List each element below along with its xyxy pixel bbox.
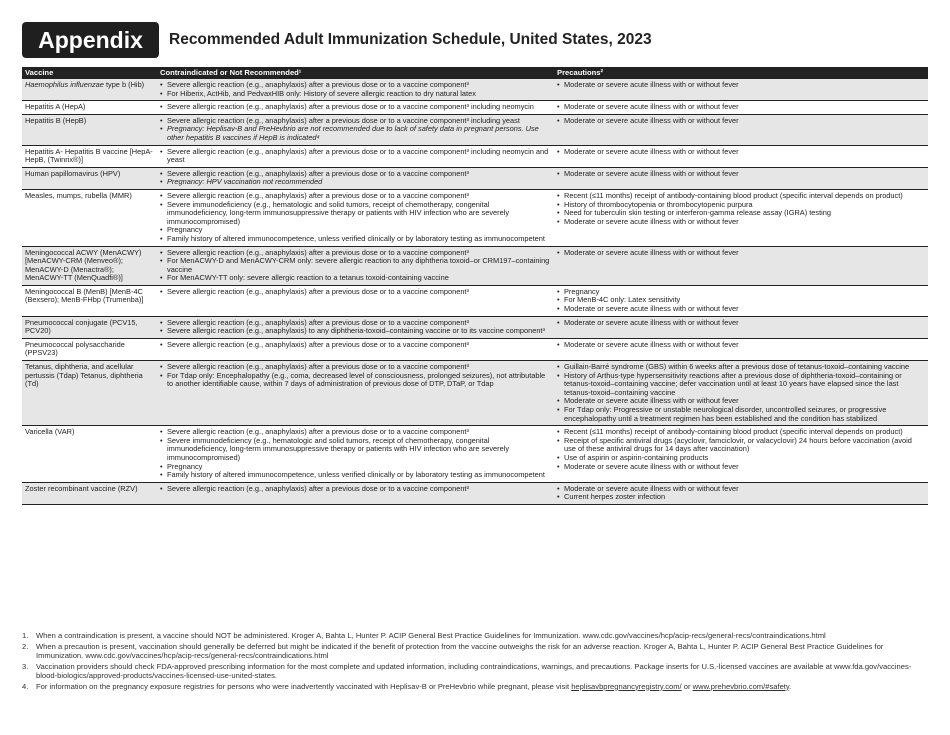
appendix-tab: Appendix [22, 22, 159, 58]
vaccine-cell [22, 167, 157, 189]
vaccine-cell [22, 79, 157, 101]
contraindication-item: • Severe allergic reaction (e.g., anaphylaxis) after a previous dose or to a vaccine component³ [160, 170, 551, 179]
contraindication-item: • Severe allergic reaction (e.g., anaphylaxis) after a previous dose or to a vaccine component³ [160, 428, 551, 437]
contraindications-cell [157, 79, 554, 101]
contraindication-item: • Pregnancy [160, 463, 551, 472]
footnote [22, 662, 928, 680]
precautions-list [557, 192, 925, 226]
contraindications-list [160, 170, 551, 187]
contraindications-cell [157, 101, 554, 115]
contraindications-cell [157, 426, 554, 483]
table-row [22, 285, 928, 316]
precautions-list [557, 170, 925, 179]
vaccine-cell [22, 285, 157, 316]
precaution-item: • Use of aspirin or aspirin-containing products [557, 454, 925, 463]
contraindication-item: • Severe allergic reaction (e.g., anaphylaxis) after a previous dose or to a vaccine component³ [160, 363, 551, 372]
vaccine-cell [22, 246, 157, 285]
precaution-item: • Moderate or severe acute illness with or without fever [557, 148, 925, 157]
vaccine-name: Hepatitis A- Hepatitis B vaccine [HepA-HepB, (Twinrix®)] [25, 146, 153, 165]
precautions-cell [554, 338, 928, 360]
vaccine-cell [22, 101, 157, 115]
footnote-text-end: . [789, 681, 792, 691]
contraindication-item: • For MenACWY-D and MenACWY-CRM only: severe allergic reaction to any diphtheria toxoid–or CRM197–containing vaccine [160, 257, 551, 274]
table-row [22, 167, 928, 189]
precautions-list [557, 341, 925, 350]
contraindication-item: • Severe allergic reaction (e.g., anaphylaxis) after a previous dose or to a vaccine component³ [160, 485, 551, 494]
contraindications-list [160, 117, 551, 143]
column-header-precautions: Precautions² [554, 67, 928, 79]
footnote [22, 631, 928, 640]
contraindications-list [160, 81, 551, 98]
contraindications-list [160, 428, 551, 480]
contraindications-cell [157, 246, 554, 285]
vaccine-cell [22, 482, 157, 504]
contraindication-item: • Family history of altered immunocompetence, unless verified clinically or by laboratory testing as immunocompetent [160, 235, 551, 244]
contraindication-item: • Severe allergic reaction (e.g., anaphylaxis) after a previous dose or to a vaccine component³ [160, 341, 551, 350]
footnote-text: When a contraindication is present, a vaccine should NOT be administered. Kroger A, Bahta L, Hunter P. ACIP General Best Practice Guidelines for Immunization. www.cdc.gov/vaccines/hcp/acip-recs/general-recs/contraindications.html [36, 631, 826, 640]
contraindications-cell [157, 114, 554, 145]
footnote-text-mid: or [681, 681, 693, 691]
vaccine-cell [22, 338, 157, 360]
precaution-item: • Moderate or severe acute illness with or without fever [557, 305, 925, 314]
page-title: Recommended Adult Immunization Schedule, United States, 2023 [169, 31, 652, 48]
prehevbrio-link[interactable]: www.prehevbrio.com/#safety [692, 681, 790, 691]
precautions-list [557, 319, 925, 328]
precaution-item: • Current herpes zoster infection [557, 493, 925, 502]
vaccine-name: Pneumococcal polysaccharide (PPSV23) [25, 339, 125, 358]
registry-link[interactable]: heplisavbpregnancyregistry.com/ [571, 681, 682, 691]
contraindication-item: • Severe immunodeficiency (e.g., hematologic and solid tumors, receipt of chemotherapy, congenital immunodeficiency, long-term immunosuppressive therapy or patients with HIV infection who are severely immunocompromised) [160, 201, 551, 227]
precaution-item: • Moderate or severe acute illness with or without fever [557, 249, 925, 258]
footnote-number: 1. [22, 631, 29, 640]
vaccine-cell [22, 361, 157, 426]
contraindications-cell [157, 189, 554, 246]
vaccine-name: Varicella (VAR) [25, 427, 75, 437]
contraindication-item: • Pregnancy [160, 226, 551, 235]
table-row [22, 338, 928, 360]
precautions-cell [554, 145, 928, 167]
table-row [22, 114, 928, 145]
contraindication-item: • Severe allergic reaction (e.g., anaphylaxis) after a previous dose or to a vaccine component³ [160, 249, 551, 258]
precaution-item: • Moderate or severe acute illness with or without fever [557, 485, 925, 494]
column-header-vaccine: Vaccine [22, 67, 157, 79]
contraindication-item: • Family history of altered immunocompetence, unless verified clinically or by laboratory testing as immunocompetent [160, 471, 551, 480]
precaution-item: • Moderate or severe acute illness with or without fever [557, 341, 925, 350]
contraindications-cell [157, 482, 554, 504]
precautions-cell [554, 101, 928, 115]
vaccine-cell [22, 316, 157, 338]
contraindications-cell [157, 338, 554, 360]
precautions-list [557, 148, 925, 157]
contraindications-list [160, 249, 551, 283]
precaution-item: • Pregnancy [557, 288, 925, 297]
precaution-item: • For MenB-4C only: Latex sensitivity [557, 296, 925, 305]
precaution-item: • Moderate or severe acute illness with or without fever [557, 117, 925, 126]
vaccine-cell [22, 114, 157, 145]
contraindication-item: • Severe allergic reaction (e.g., anaphylaxis) after a previous dose or to a vaccine component³ [160, 192, 551, 201]
vaccine-cell [22, 426, 157, 483]
contraindication-item: • Severe allergic reaction (e.g., anaphylaxis) after a previous dose or to a vaccine component³ including yeast [160, 117, 551, 126]
footnote-number: 4. [22, 681, 29, 691]
precautions-cell [554, 114, 928, 145]
table-row [22, 246, 928, 285]
precautions-list [557, 363, 925, 423]
footnote-text: For information on the pregnancy exposure registries for persons who were inadvertently vaccinated with Heplisav-B or PreHevbrio while pregnant, please visit [36, 681, 572, 691]
contraindications-list [160, 485, 551, 494]
precautions-cell [554, 79, 928, 101]
precautions-cell [554, 361, 928, 426]
precautions-cell [554, 426, 928, 483]
footnotes [22, 631, 928, 692]
precautions-cell [554, 246, 928, 285]
column-header-contraindicated: Contraindicated or Not Recommended¹ [157, 67, 554, 79]
precaution-item: • Moderate or severe acute illness with or without fever [557, 319, 925, 328]
contraindications-list [160, 148, 551, 165]
table-header-row [22, 67, 928, 79]
vaccine-name: Hepatitis B (HepB) [25, 115, 87, 125]
precaution-item: • Moderate or severe acute illness with or without fever [557, 81, 925, 90]
contraindication-item: • Severe immunodeficiency (e.g., hematologic and solid tumors, receipt of chemotherapy, congenital immunodeficiency, long-term immunosuppressive therapy or patients with HIV infection who are severely immunocompromised) [160, 437, 551, 463]
contraindications-list [160, 363, 551, 389]
precaution-item: • Recent (≤11 months) receipt of antibody-containing blood product (specific interval depends on product) [557, 428, 925, 437]
vaccine-name: Meningococcal ACWY (MenACWY) [MenACWY-CRM (Menveo®); MenACWY-D (Menactra®); MenACWY-TT (MenQuadfi®)] [25, 247, 142, 283]
table-row [22, 79, 928, 101]
contraindication-item: • Severe allergic reaction (e.g., anaphylaxis) after a previous dose or to a vaccine component³ including neomycin and yeast [160, 148, 551, 165]
contraindications-cell [157, 285, 554, 316]
footnote [22, 642, 928, 660]
precaution-item: • Moderate or severe acute illness with or without fever [557, 103, 925, 112]
contraindication-item: • Severe allergic reaction (e.g., anaphylaxis) after a previous dose or to a vaccine component³ [160, 81, 551, 90]
table-row [22, 426, 928, 483]
precaution-item: • Recent (≤11 months) receipt of antibody-containing blood product (specific interval depends on product) [557, 192, 925, 201]
footnote-text: When a precaution is present, vaccination should generally be deferred but might be indicated if the benefit of protection from the vaccine outweighs the risk for an adverse reaction. Kroger A, Bahta L, Hunter P. ACIP General Best Practice Guidelines for Immunization. www.cdc.gov/vaccines/hcp/acip-recs/general-recs/contraindications.html [36, 641, 884, 660]
table-row [22, 482, 928, 504]
contraindications-cell [157, 361, 554, 426]
vaccine-cell [22, 189, 157, 246]
vaccine-name: Pneumococcal conjugate (PCV15, PCV20) [25, 317, 138, 336]
contraindications-cell [157, 145, 554, 167]
contraindications-cell [157, 316, 554, 338]
table-row [22, 145, 928, 167]
contraindication-item: • For MenACWY-TT only: severe allergic reaction to a tetanus toxoid-containing vaccine [160, 274, 551, 283]
precautions-cell [554, 316, 928, 338]
precautions-list [557, 485, 925, 502]
vaccine-name: Hepatitis A (HepA) [25, 102, 86, 112]
header [22, 22, 928, 58]
precautions-cell [554, 482, 928, 504]
precautions-list [557, 81, 925, 90]
precaution-item: • History of thrombocytopenia or thrombocytopenic purpura [557, 201, 925, 210]
precautions-cell [554, 285, 928, 316]
footnote-number: 3. [22, 661, 29, 671]
table-row [22, 316, 928, 338]
table-row [22, 189, 928, 246]
contraindication-item: • Severe allergic reaction (e.g., anaphylaxis) after a previous dose or to a vaccine component³ [160, 319, 551, 328]
contraindications-list [160, 319, 551, 336]
vaccine-name: Meningococcal B (MenB) [MenB-4C (Bexsero); MenB-FHbp (Trumenba)] [25, 286, 144, 305]
contraindications-table [22, 67, 928, 505]
precaution-item: • For Tdap only: Progressive or unstable neurological disorder, uncontrolled seizures, or progressive encephalopathy until a treatment regimen has been established and the condition has stabilized [557, 406, 925, 423]
precautions-list [557, 249, 925, 258]
vaccine-name: type b (Hib) [103, 80, 145, 89]
contraindications-cell [157, 167, 554, 189]
precautions-list [557, 103, 925, 112]
vaccine-name-italic: Haemophilus influenzae [25, 80, 104, 89]
precaution-item: • Receipt of specific antiviral drugs (acyclovir, famciclovir, or valacyclovir) 24 hours before vaccination (avoid use of these antiviral drugs for 14 days after vaccination) [557, 437, 925, 454]
contraindications-list [160, 103, 551, 112]
precautions-list [557, 117, 925, 126]
contraindication-item: • Pregnancy: Heplisav-B and PreHevbrio are not recommended due to lack of safety data in pregnant persons. Use other hepatitis B vaccines if HepB is indicated⁴ [160, 125, 551, 142]
contraindications-list [160, 192, 551, 244]
table-row [22, 101, 928, 115]
contraindication-item: • For Tdap only: Encephalopathy (e.g., coma, decreased level of consciousness, prolonged seizures), not attributable to another identifiable cause, within 7 days of administration of previous dose of DTP, DTaP, or Tdap [160, 372, 551, 389]
precautions-list [557, 288, 925, 314]
precaution-item: • Guillain-Barré syndrome (GBS) within 6 weeks after a previous dose of tetanus-toxoid–containing vaccine [557, 363, 925, 372]
precaution-item: • Need for tuberculin skin testing or interferon-gamma release assay (IGRA) testing [557, 209, 925, 218]
contraindications-list [160, 288, 551, 297]
table-row [22, 361, 928, 426]
contraindication-item: • Pregnancy: HPV vaccination not recommended [160, 178, 551, 187]
precautions-list [557, 428, 925, 471]
footnote [22, 682, 928, 691]
precaution-item: • Moderate or severe acute illness with or without fever [557, 397, 925, 406]
precautions-cell [554, 167, 928, 189]
precaution-item: • Moderate or severe acute illness with or without fever [557, 463, 925, 472]
precautions-cell [554, 189, 928, 246]
vaccine-cell [22, 145, 157, 167]
vaccine-name: Tetanus, diphtheria, and acellular pertussis (Tdap) Tetanus, diphtheria (Td) [25, 362, 143, 389]
footnote-number: 2. [22, 641, 29, 651]
contraindication-item: • Severe allergic reaction (e.g., anaphylaxis) after a previous dose or to a vaccine component³ including neomycin [160, 103, 551, 112]
vaccine-name: Zoster recombinant vaccine (RZV) [25, 483, 138, 493]
vaccine-name: Measles, mumps, rubella (MMR) [25, 190, 132, 200]
precaution-item: • History of Arthus-type hypersensitivity reactions after a previous dose of diphtheria-toxoid–containing or tetanus-toxoid–containing vaccine; defer vaccination until at least 10 years have elapsed since the last tetanus-toxoid–containing vaccine [557, 372, 925, 398]
contraindication-item: • Severe allergic reaction (e.g., anaphylaxis) after a previous dose or to a vaccine component³ [160, 288, 551, 297]
footnote-text: Vaccination providers should check FDA-approved prescribing information for the most complete and updated information, including contraindications, warnings, and precautions. Package inserts for U.S.-licensed vaccines are available at www.fda.gov/vaccines-blood-biologics/approved-products/vaccines-licensed-use-united-states. [36, 661, 912, 680]
vaccine-name: Human papillomavirus (HPV) [25, 168, 121, 178]
contraindication-item: • Severe allergic reaction (e.g., anaphylaxis) to any diphtheria-toxoid–containing vaccine or to its vaccine component³ [160, 327, 551, 336]
contraindications-list [160, 341, 551, 350]
contraindication-item: • For Hiberix, ActHib, and PedvaxHIB only: History of severe allergic reaction to dry natural latex [160, 90, 551, 99]
precaution-item: • Moderate or severe acute illness with or without fever [557, 170, 925, 179]
precaution-item: • Moderate or severe acute illness with or without fever [557, 218, 925, 227]
